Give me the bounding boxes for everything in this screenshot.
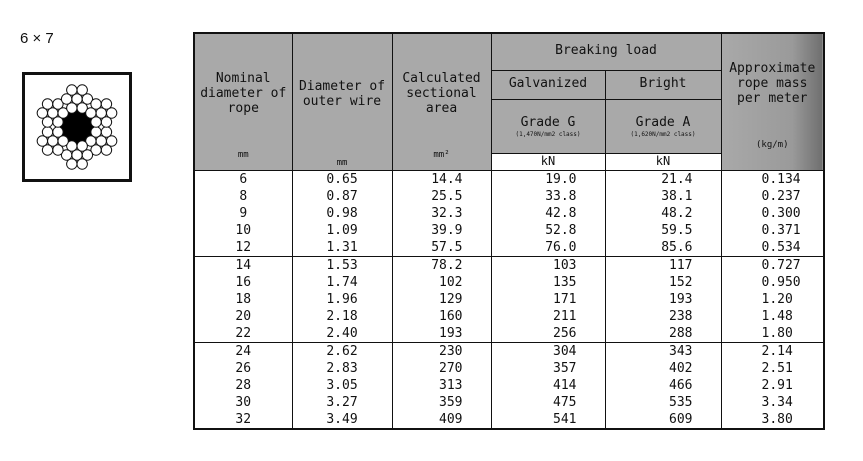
cell-sectional-area: 270 (392, 360, 491, 377)
cell-sectional-area: 78.2 (392, 256, 491, 274)
cell-sectional-area: 359 (392, 394, 491, 411)
cell-outer-wire: 2.62 (292, 342, 392, 360)
cell-rope-mass: 0.371 (721, 222, 824, 239)
cell-nominal-diameter: 8 (194, 188, 292, 205)
cell-grade-g: 414 (491, 377, 605, 394)
cell-grade-a: 343 (605, 342, 721, 360)
header-breaking-load: Breaking load (491, 33, 721, 70)
cell-outer-wire: 0.65 (292, 170, 392, 188)
cell-sectional-area: 129 (392, 291, 491, 308)
cell-sectional-area: 14.4 (392, 170, 491, 188)
header-outer-wire (292, 33, 392, 170)
rope-spec-table (193, 32, 825, 430)
cell-sectional-area: 409 (392, 411, 491, 429)
cell-outer-wire: 1.53 (292, 256, 392, 274)
table-row (194, 411, 824, 429)
table-row (194, 394, 824, 411)
table-row (194, 360, 824, 377)
header-outer-wire-label: Diameter of outer wire (298, 79, 386, 109)
cell-outer-wire: 1.74 (292, 274, 392, 291)
cell-rope-mass: 0.134 (721, 170, 824, 188)
unit-area: mm² (433, 149, 450, 160)
table-row (194, 274, 824, 291)
table-row (194, 222, 824, 239)
cell-sectional-area: 25.5 (392, 188, 491, 205)
grade-g-label: Grade G (520, 114, 576, 130)
header-grade-a (605, 99, 721, 153)
cell-rope-mass: 1.20 (721, 291, 824, 308)
cell-grade-g: 76.0 (491, 239, 605, 257)
cell-grade-g: 42.8 (491, 205, 605, 222)
cell-nominal-diameter: 18 (194, 291, 292, 308)
cell-nominal-diameter: 32 (194, 411, 292, 429)
cell-grade-a: 117 (605, 256, 721, 274)
grade-a-label: Grade A (635, 114, 691, 130)
cell-grade-g: 52.8 (491, 222, 605, 239)
cell-grade-a: 48.2 (605, 205, 721, 222)
cell-sectional-area: 102 (392, 274, 491, 291)
cell-grade-g: 103 (491, 256, 605, 274)
cell-grade-a: 535 (605, 394, 721, 411)
rope-strand-icon (25, 75, 129, 179)
cell-rope-mass: 1.48 (721, 308, 824, 325)
cell-sectional-area: 57.5 (392, 239, 491, 257)
cell-outer-wire: 3.27 (292, 394, 392, 411)
cell-rope-mass: 0.237 (721, 188, 824, 205)
cell-grade-a: 21.4 (605, 170, 721, 188)
table-row (194, 170, 824, 188)
cell-nominal-diameter: 28 (194, 377, 292, 394)
cell-grade-g: 357 (491, 360, 605, 377)
rope-cross-section-diagram (22, 72, 132, 182)
cell-sectional-area: 313 (392, 377, 491, 394)
header-galvanized: Galvanized (491, 70, 605, 99)
unit-mass: (kg/m) (755, 139, 789, 150)
cell-outer-wire: 2.83 (292, 360, 392, 377)
cell-outer-wire: 1.31 (292, 239, 392, 257)
cell-rope-mass: 0.727 (721, 256, 824, 274)
cell-outer-wire: 1.96 (292, 291, 392, 308)
cell-rope-mass: 3.34 (721, 394, 824, 411)
cell-nominal-diameter: 22 (194, 325, 292, 343)
table-row (194, 325, 824, 343)
table-row (194, 205, 824, 222)
cell-nominal-diameter: 26 (194, 360, 292, 377)
unit-kn: kN (605, 153, 721, 170)
table-row (194, 188, 824, 205)
cell-grade-a: 466 (605, 377, 721, 394)
cell-grade-a: 59.5 (605, 222, 721, 239)
cell-grade-a: 193 (605, 291, 721, 308)
cell-nominal-diameter: 30 (194, 394, 292, 411)
cell-grade-g: 19.0 (491, 170, 605, 188)
cell-grade-g: 256 (491, 325, 605, 343)
cell-outer-wire: 3.05 (292, 377, 392, 394)
cell-sectional-area: 193 (392, 325, 491, 343)
table-row (194, 377, 824, 394)
cell-rope-mass: 2.91 (721, 377, 824, 394)
rope-construction-label: 6 × 7 (20, 30, 54, 47)
cell-outer-wire: 2.18 (292, 308, 392, 325)
cell-grade-g: 304 (491, 342, 605, 360)
header-grade-g (491, 99, 605, 153)
cell-grade-a: 288 (605, 325, 721, 343)
cell-grade-g: 135 (491, 274, 605, 291)
cell-rope-mass: 0.300 (721, 205, 824, 222)
grade-g-class: (1,470N/mm2 class) (515, 130, 581, 138)
header-rope-mass (721, 33, 824, 170)
cell-grade-g: 33.8 (491, 188, 605, 205)
cell-grade-a: 238 (605, 308, 721, 325)
header-nominal-diameter (194, 33, 292, 170)
cell-nominal-diameter: 24 (194, 342, 292, 360)
cell-nominal-diameter: 14 (194, 256, 292, 274)
cell-rope-mass: 0.534 (721, 239, 824, 257)
table-row (194, 239, 824, 257)
cell-nominal-diameter: 16 (194, 274, 292, 291)
table-row (194, 256, 824, 274)
cell-sectional-area: 160 (392, 308, 491, 325)
cell-nominal-diameter: 20 (194, 308, 292, 325)
cell-sectional-area: 39.9 (392, 222, 491, 239)
cell-grade-g: 171 (491, 291, 605, 308)
table-row (194, 291, 824, 308)
cell-grade-a: 85.6 (605, 239, 721, 257)
grade-a-class: (1,620N/mm2 class) (630, 130, 696, 138)
header-rope-mass-label: Approximate rope mass per meter (729, 61, 816, 106)
cell-grade-g: 541 (491, 411, 605, 429)
table-row (194, 342, 824, 360)
cell-outer-wire: 2.40 (292, 325, 392, 343)
cell-nominal-diameter: 9 (194, 205, 292, 222)
cell-outer-wire: 1.09 (292, 222, 392, 239)
cell-grade-a: 609 (605, 411, 721, 429)
unit-mm: mm (336, 157, 348, 168)
cell-nominal-diameter: 6 (194, 170, 292, 188)
unit-mm: mm (237, 149, 249, 160)
header-sectional-area (392, 33, 491, 170)
header-bright: Bright (605, 70, 721, 99)
table-row (194, 308, 824, 325)
cell-grade-a: 402 (605, 360, 721, 377)
header-sectional-area-label: Calculated sectional area (402, 71, 481, 116)
cell-rope-mass: 3.80 (721, 411, 824, 429)
cell-grade-g: 211 (491, 308, 605, 325)
cell-rope-mass: 1.80 (721, 325, 824, 343)
cell-rope-mass: 2.51 (721, 360, 824, 377)
cell-nominal-diameter: 10 (194, 222, 292, 239)
cell-grade-a: 38.1 (605, 188, 721, 205)
cell-outer-wire: 0.87 (292, 188, 392, 205)
cell-sectional-area: 230 (392, 342, 491, 360)
cell-rope-mass: 0.950 (721, 274, 824, 291)
header-nominal-diameter-label: Nominal diameter of rope (200, 71, 287, 116)
table-body (194, 170, 824, 429)
cell-nominal-diameter: 12 (194, 239, 292, 257)
cell-rope-mass: 2.14 (721, 342, 824, 360)
cell-outer-wire: 3.49 (292, 411, 392, 429)
cell-grade-a: 152 (605, 274, 721, 291)
unit-kn: kN (491, 153, 605, 170)
cell-grade-g: 475 (491, 394, 605, 411)
cell-sectional-area: 32.3 (392, 205, 491, 222)
cell-outer-wire: 0.98 (292, 205, 392, 222)
